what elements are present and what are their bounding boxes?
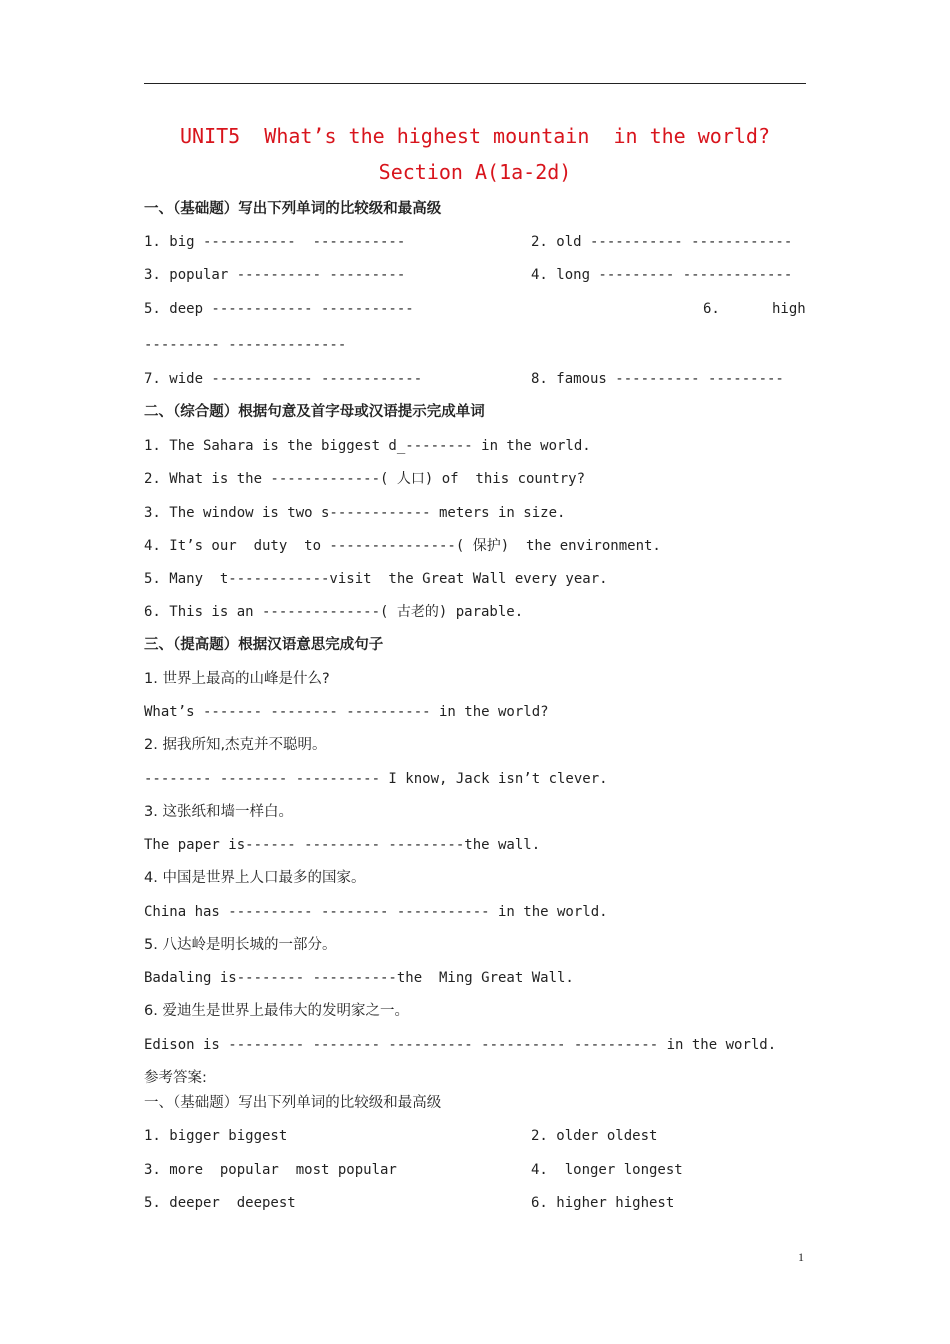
answers-label: 参考答案: <box>144 1070 207 1086</box>
page-number: 1 <box>798 1250 804 1264</box>
part1-item-number: 6. <box>703 301 720 317</box>
part1-item-word: high <box>772 301 806 317</box>
part1-item: 1. big ----------- ----------- <box>144 234 406 250</box>
answer-item: 1. bigger biggest <box>144 1128 288 1144</box>
part1-item: 3. popular ---------- --------- <box>144 267 406 283</box>
part3-prompt: 4. 中国是世界上人口最多的国家。 <box>144 870 366 886</box>
answer-item: 6. higher highest <box>531 1195 675 1211</box>
part3-sentence: What’s ------- -------- ---------- in the world? <box>144 704 549 720</box>
part2-item: 2. What is the -------------( 人口) of this country? <box>144 471 586 487</box>
part3-prompt: 2. 据我所知,杰克并不聪明。 <box>144 737 327 753</box>
part2-item: 5. Many t------------visit the Great Wall every year. <box>144 571 608 587</box>
part3-prompt: 3. 这张纸和墙一样白。 <box>144 804 293 820</box>
part2-item: 1. The Sahara is the biggest d_-------- in the world. <box>144 438 591 454</box>
page-subtitle: Section A(1a-2d) <box>378 160 572 184</box>
part2-item: 3. The window is two s------------ meters in size. <box>144 505 566 521</box>
part1-item: 4. long --------- ------------- <box>531 267 793 283</box>
part2-heading: 二、（综合题）根据句意及首字母或汉语提示完成单词 <box>144 404 485 420</box>
part3-sentence: -------- -------- ---------- I know, Jack isn’t clever. <box>144 771 608 787</box>
part3-sentence: China has ---------- -------- ----------- in the world. <box>144 904 608 920</box>
answer-item: 3. more popular most popular <box>144 1162 397 1178</box>
part2-item: 6. This is an --------------( 古老的) parable. <box>144 604 524 620</box>
part1-item: 7. wide ------------ ------------ <box>144 371 423 387</box>
part3-heading: 三、（提高题）根据汉语意思完成句子 <box>144 637 384 653</box>
answer-item: 2. older oldest <box>531 1128 658 1144</box>
part1-item-blanks: --------- -------------- <box>144 337 347 353</box>
answers-heading: 一、（基础题）写出下列单词的比较级和最高级 <box>144 1095 442 1111</box>
part3-sentence: Edison is --------- -------- ---------- ---------- ---------- in the world. <box>144 1037 777 1053</box>
part3-sentence: Badaling is-------- ----------the Ming Great Wall. <box>144 970 574 986</box>
part1-item: 2. old ----------- ------------ <box>531 234 793 250</box>
answer-item: 4. longer longest <box>531 1162 683 1178</box>
part3-prompt: 5. 八达岭是明长城的一部分。 <box>144 937 337 953</box>
page-title: UNIT5 What’s the highest mountain in the world? <box>179 124 770 148</box>
part1-item: 8. famous ---------- --------- <box>531 371 784 387</box>
part3-prompt: 1. 世界上最高的山峰是什么? <box>144 671 330 687</box>
top-rule <box>144 83 806 84</box>
part3-sentence: The paper is------ --------- ---------the wall. <box>144 837 541 853</box>
part3-prompt: 6. 爱迪生是世界上最伟大的发明家之一。 <box>144 1003 409 1019</box>
part1-item: 5. deep ------------ ----------- <box>144 301 414 317</box>
part1-heading: 一、（基础题）写出下列单词的比较级和最高级 <box>144 201 442 217</box>
part2-item: 4. It’s our duty to ---------------( 保护) the environment. <box>144 538 661 554</box>
answer-item: 5. deeper deepest <box>144 1195 296 1211</box>
